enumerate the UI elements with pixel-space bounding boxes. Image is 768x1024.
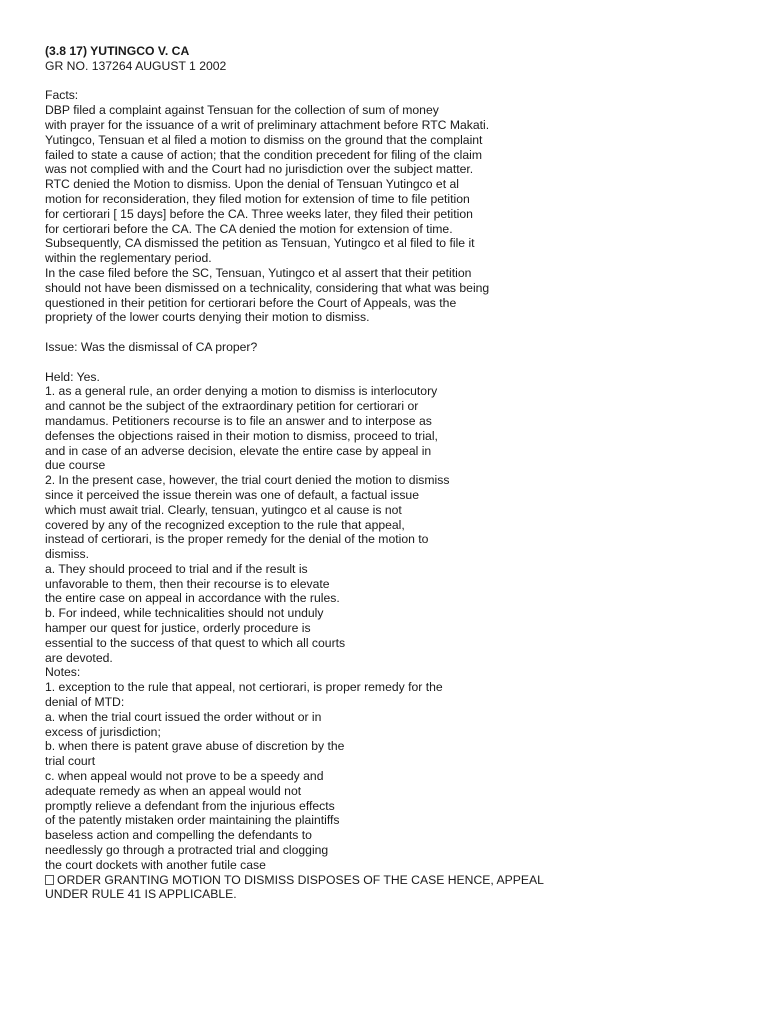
held-line: dismiss.: [45, 547, 90, 562]
notes-section: [45, 665, 745, 872]
notes-line: trial court: [45, 754, 96, 769]
facts-line: questioned in their petition for certiorari before the Court of Appeals, was the: [45, 295, 457, 310]
issue-line: Issue: Was the dismissal of CA proper?: [45, 339, 258, 354]
facts-section: [45, 88, 745, 325]
facts-line: with prayer for the issuance of a writ of preliminary attachment before RTC Makati.: [45, 117, 490, 132]
facts-line: should not have been dismissed on a technicality, considering that what was being: [45, 280, 490, 295]
final-line: [45, 873, 745, 888]
held-line: and cannot be the subject of the extraordinary petition for certiorari or: [45, 399, 419, 414]
facts-line: Facts:: [45, 88, 79, 103]
facts-line: within the reglementary period.: [45, 251, 212, 266]
notes-line: a. when the trial court issued the order without or in: [45, 709, 322, 724]
case-title: (3.8 17) YUTINGCO V. CA: [45, 44, 190, 58]
notes-line: 1. exception to the rule that appeal, not certiorari, is proper remedy for the: [45, 680, 443, 695]
facts-line: propriety of the lower courts denying their motion to dismiss.: [45, 310, 370, 325]
notes-line: the court dockets with another futile case: [45, 857, 266, 872]
held-line: the entire case on appeal in accordance with the rules.: [45, 591, 340, 606]
held-line: defenses the objections raised in their motion to dismiss, proceed to trial,: [45, 428, 438, 443]
document-page: [45, 44, 745, 902]
facts-line: Subsequently, CA dismissed the petition as Tensuan, Yutingco et al filed to file it: [45, 236, 475, 251]
blank-line: [45, 325, 745, 340]
held-section: [45, 370, 745, 666]
notes-line: c. when appeal would not prove to be a speedy and: [45, 769, 324, 784]
facts-line: for certiorari [ 15 days] before the CA. Three weeks later, they filed their petition: [45, 206, 473, 221]
held-line: due course: [45, 458, 106, 473]
held-line: which must await trial. Clearly, tensuan, yutingco et al cause is not: [45, 502, 402, 517]
held-line: hamper our quest for justice, orderly procedure is: [45, 621, 311, 636]
held-line: and in case of an adverse decision, elevate the entire case by appeal in: [45, 443, 432, 458]
facts-line: RTC denied the Motion to dismiss. Upon the denial of Tensuan Yutingco et al: [45, 177, 459, 192]
notes-line: needlessly go through a protracted trial and clogging: [45, 843, 329, 858]
held-line: a. They should proceed to trial and if the result is: [45, 561, 308, 576]
blank-line: [45, 355, 745, 370]
held-line: are devoted.: [45, 650, 113, 665]
held-line: since it perceived the issue therein was one of default, a factual issue: [45, 487, 419, 502]
notes-line: promptly relieve a defendant from the injurious effects: [45, 798, 335, 813]
facts-line: for certiorari before the CA. The CA denied the motion for extension of time.: [45, 221, 453, 236]
notes-line: adequate remedy as when an appeal would not: [45, 783, 302, 798]
held-line: Held: Yes.: [45, 369, 100, 384]
notes-line: baseless action and compelling the defendants to: [45, 828, 312, 843]
notes-line: of the patently mistaken order maintaining the plaintiffs: [45, 813, 340, 828]
final-line: UNDER RULE 41 IS APPLICABLE.: [45, 887, 237, 902]
held-line: 1. as a general rule, an order denying a motion to dismiss is interlocutory: [45, 384, 438, 399]
held-line: instead of certiorari, is the proper remedy for the denial of the motion to: [45, 532, 429, 547]
held-line: unfavorable to them, then their recourse is to elevate: [45, 576, 330, 591]
facts-line: was not complied with and the Court had no jurisdiction over the subject matter.: [45, 162, 474, 177]
gr-number-line: GR NO. 137264 AUGUST 1 2002: [45, 58, 227, 73]
facts-line: In the case filed before the SC, Tensuan, Yutingco et al assert that their petition: [45, 265, 472, 280]
held-line: essential to the success of that quest to which all courts: [45, 635, 346, 650]
blank-line: [45, 74, 745, 89]
held-line: b. For indeed, while technicalities should not unduly: [45, 606, 324, 621]
missing-glyph-icon: [45, 875, 54, 885]
notes-line: b. when there is patent grave abuse of discretion by the: [45, 739, 345, 754]
held-line: 2. In the present case, however, the trial court denied the motion to dismiss: [45, 473, 450, 488]
final-line-text: ORDER GRANTING MOTION TO DISMISS DISPOSES OF THE CASE HENCE, APPEAL: [57, 872, 544, 887]
facts-line: DBP filed a complaint against Tensuan for the collection of sum of money: [45, 103, 439, 118]
notes-line: denial of MTD:: [45, 695, 125, 710]
held-line: covered by any of the recognized exception to the rule that appeal,: [45, 517, 405, 532]
final-note: [45, 873, 745, 903]
facts-line: failed to state a cause of action; that the condition precedent for filing of the claim: [45, 147, 482, 162]
facts-line: motion for reconsideration, they filed motion for extension of time to file petition: [45, 191, 470, 206]
facts-line: Yutingco, Tensuan et al filed a motion to dismiss on the ground that the complaint: [45, 132, 483, 147]
notes-line: excess of jurisdiction;: [45, 724, 161, 739]
held-line: mandamus. Petitioners recourse is to file an answer and to interpose as: [45, 413, 432, 428]
notes-line: Notes:: [45, 665, 81, 680]
